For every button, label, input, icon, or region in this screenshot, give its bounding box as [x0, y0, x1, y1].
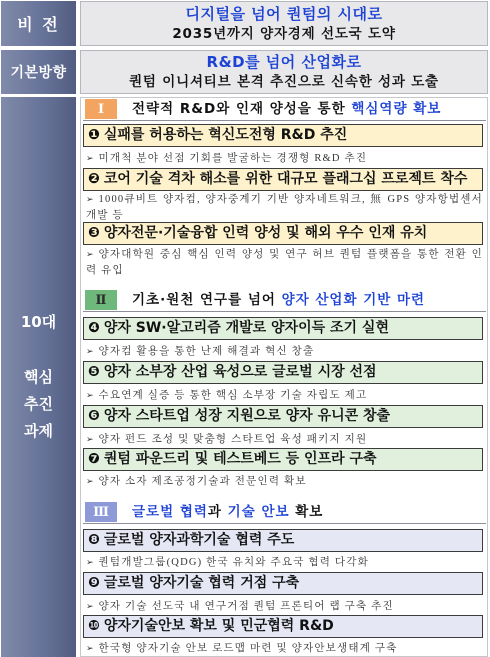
task-item-5 — [83, 361, 483, 384]
task-number-badge: ❹ — [88, 320, 100, 336]
task-title: 코어 기술 격차 해소를 위한 대규모 플래그십 프로젝트 착수 — [103, 171, 468, 187]
core-tasks-label-line: 핵심 — [24, 368, 53, 386]
core-tasks-label-line: 과제 — [24, 422, 53, 440]
task-detail-2 — [86, 192, 483, 222]
task-title: 양자전문·기술융합 인력 양성 및 해외 우수 인재 유치 — [103, 225, 428, 241]
section-header-2 — [83, 289, 486, 312]
task-detail-1 — [86, 151, 483, 166]
task-item-9 — [83, 572, 483, 595]
task-detail-8 — [86, 555, 483, 570]
task-detail-4 — [86, 344, 483, 359]
task-title: 실패를 허용하는 혁신도전형 R&D 추진 — [103, 127, 348, 143]
core-tasks-label — [1, 97, 76, 657]
task-detail-text: 1000큐비트 양자컴, 양자중계기 기반 양자네트워크, 無 GPS 양자항법센서 개발 등 — [86, 194, 483, 221]
task-detail-text: 수요연계 실증 등 통한 핵심 소부장 기술 자립도 제고 — [98, 390, 368, 401]
section-title-text: 전략적 R&D와 인재 양성을 통한 — [132, 101, 352, 117]
task-item-3 — [83, 222, 483, 245]
task-detail-6 — [86, 432, 483, 447]
task-number-badge: ❿ — [88, 618, 100, 634]
vision-box — [80, 1, 488, 46]
task-number-badge: ❽ — [88, 532, 100, 548]
task-item-1 — [83, 124, 483, 147]
task-item-8 — [83, 529, 483, 552]
task-number-badge: ❺ — [88, 364, 100, 380]
section-header-1 — [83, 98, 486, 121]
section-header-3 — [83, 501, 486, 524]
section-title-highlight: 글로벌 협력 — [132, 504, 208, 520]
task-number-badge: ❾ — [88, 575, 100, 591]
arrow-bullet-icon: ➢ — [86, 644, 94, 654]
task-number-badge: ❶ — [88, 127, 100, 143]
vision-headline: 디지털을 넘어 퀀텀의 시대로 — [185, 4, 383, 23]
task-detail-text: 한국형 양자기술 안보 로드맵 마련 및 양자안보생태계 구축 — [98, 643, 398, 654]
task-detail-5 — [86, 388, 483, 403]
task-detail-text: 양자 소자 제조공정기술과 전문인력 확보 — [98, 476, 307, 487]
basic-direction-headline: R&D를 넘어 산업화로 — [206, 53, 362, 71]
vision-subline: 2035년까지 양자경제 선도국 도약 — [172, 25, 396, 42]
vision-label-text: 비 전 — [17, 15, 60, 34]
section-badge-2: Ⅱ — [85, 290, 117, 310]
core-tasks-label-line: 10대 — [20, 313, 57, 331]
arrow-bullet-icon: ➢ — [86, 435, 94, 445]
task-detail-text: 양자컴 활용을 통한 난제 해결과 혁신 창출 — [98, 346, 315, 357]
task-detail-10 — [86, 641, 483, 656]
task-title: 글로벌 양자기술 협력 거점 구축 — [103, 575, 300, 591]
section-title-3 — [132, 501, 323, 523]
task-number-badge: ❸ — [88, 225, 100, 241]
task-title: 양자 소부장 산업 육성으로 글로벌 시장 선점 — [103, 364, 377, 380]
task-item-6 — [83, 405, 483, 428]
arrow-bullet-icon: ➢ — [86, 250, 94, 260]
task-detail-text: 퀀텀개발그룹(QDG) 한국 유치와 주요국 협력 다각화 — [98, 557, 369, 568]
arrow-bullet-icon: ➢ — [86, 558, 94, 568]
task-item-10 — [83, 615, 483, 638]
core-tasks-label-line: 추진 — [24, 395, 53, 413]
section-title-2 — [132, 289, 425, 311]
arrow-bullet-icon: ➢ — [86, 602, 94, 612]
task-number-badge: ❷ — [88, 171, 100, 187]
task-title: 양자기술안보 확보 및 민군협력 R&D — [103, 618, 334, 634]
arrow-bullet-icon: ➢ — [86, 154, 94, 164]
section-title-highlight: 핵심역량 확보 — [351, 101, 442, 117]
task-number-badge: ❻ — [88, 408, 100, 424]
task-title: 양자 스타트업 성장 지원으로 양자 유니콘 창출 — [103, 408, 391, 424]
section-badge-3: Ⅲ — [85, 502, 117, 522]
task-detail-text: 미개척 분야 선점 기회를 발굴하는 경쟁형 R&D 추진 — [98, 153, 368, 164]
task-title: 글로벌 양자과학기술 협력 주도 — [103, 532, 295, 548]
section-badge-1: Ⅰ — [85, 99, 117, 119]
section-title-highlight: 기술 안보 — [227, 504, 290, 520]
task-item-7 — [83, 448, 483, 471]
task-detail-3 — [86, 247, 483, 277]
basic-direction-box — [80, 50, 488, 94]
arrow-bullet-icon: ➢ — [86, 477, 94, 487]
task-detail-text: 양자대학원 중심 핵심 인력 양성 및 연구 허브 퀀텀 플랫폼을 통한 전환 인력 유입 — [86, 249, 483, 276]
arrow-bullet-icon: ➢ — [86, 195, 94, 205]
section-title-1 — [132, 98, 441, 120]
arrow-bullet-icon: ➢ — [86, 347, 94, 357]
basic-direction-label-text: 기본방향 — [10, 65, 67, 81]
task-item-2 — [83, 168, 483, 191]
task-item-4 — [83, 317, 483, 340]
section-title-text: 확보 — [289, 504, 324, 520]
task-detail-text: 양자 기술 선도국 내 연구거점 퀀텀 프론티어 랩 구축 추진 — [98, 601, 394, 612]
section-title-text: 과 — [207, 504, 228, 520]
section-title-text: 기초·원천 연구를 넘어 — [132, 292, 282, 308]
task-number-badge: ❼ — [88, 451, 100, 467]
arrow-bullet-icon: ➢ — [86, 391, 94, 401]
task-detail-9 — [86, 599, 483, 614]
section-title-highlight: 양자 산업화 기반 마련 — [281, 292, 426, 308]
task-detail-7 — [86, 474, 483, 489]
task-title: 퀀텀 파운드리 및 테스트베드 등 인프라 구축 — [103, 451, 377, 467]
task-detail-text: 양자 펀드 조성 및 맞춤형 스타트업 육성 패키지 지원 — [98, 434, 368, 445]
vision-label — [1, 1, 76, 46]
task-title: 양자 SW·알고리즘 개발로 양자이득 조기 실현 — [103, 320, 389, 336]
basic-direction-subline: 퀀텀 이니셔티브 본격 추진으로 신속한 성과 도출 — [129, 74, 439, 90]
basic-direction-label — [1, 50, 76, 94]
